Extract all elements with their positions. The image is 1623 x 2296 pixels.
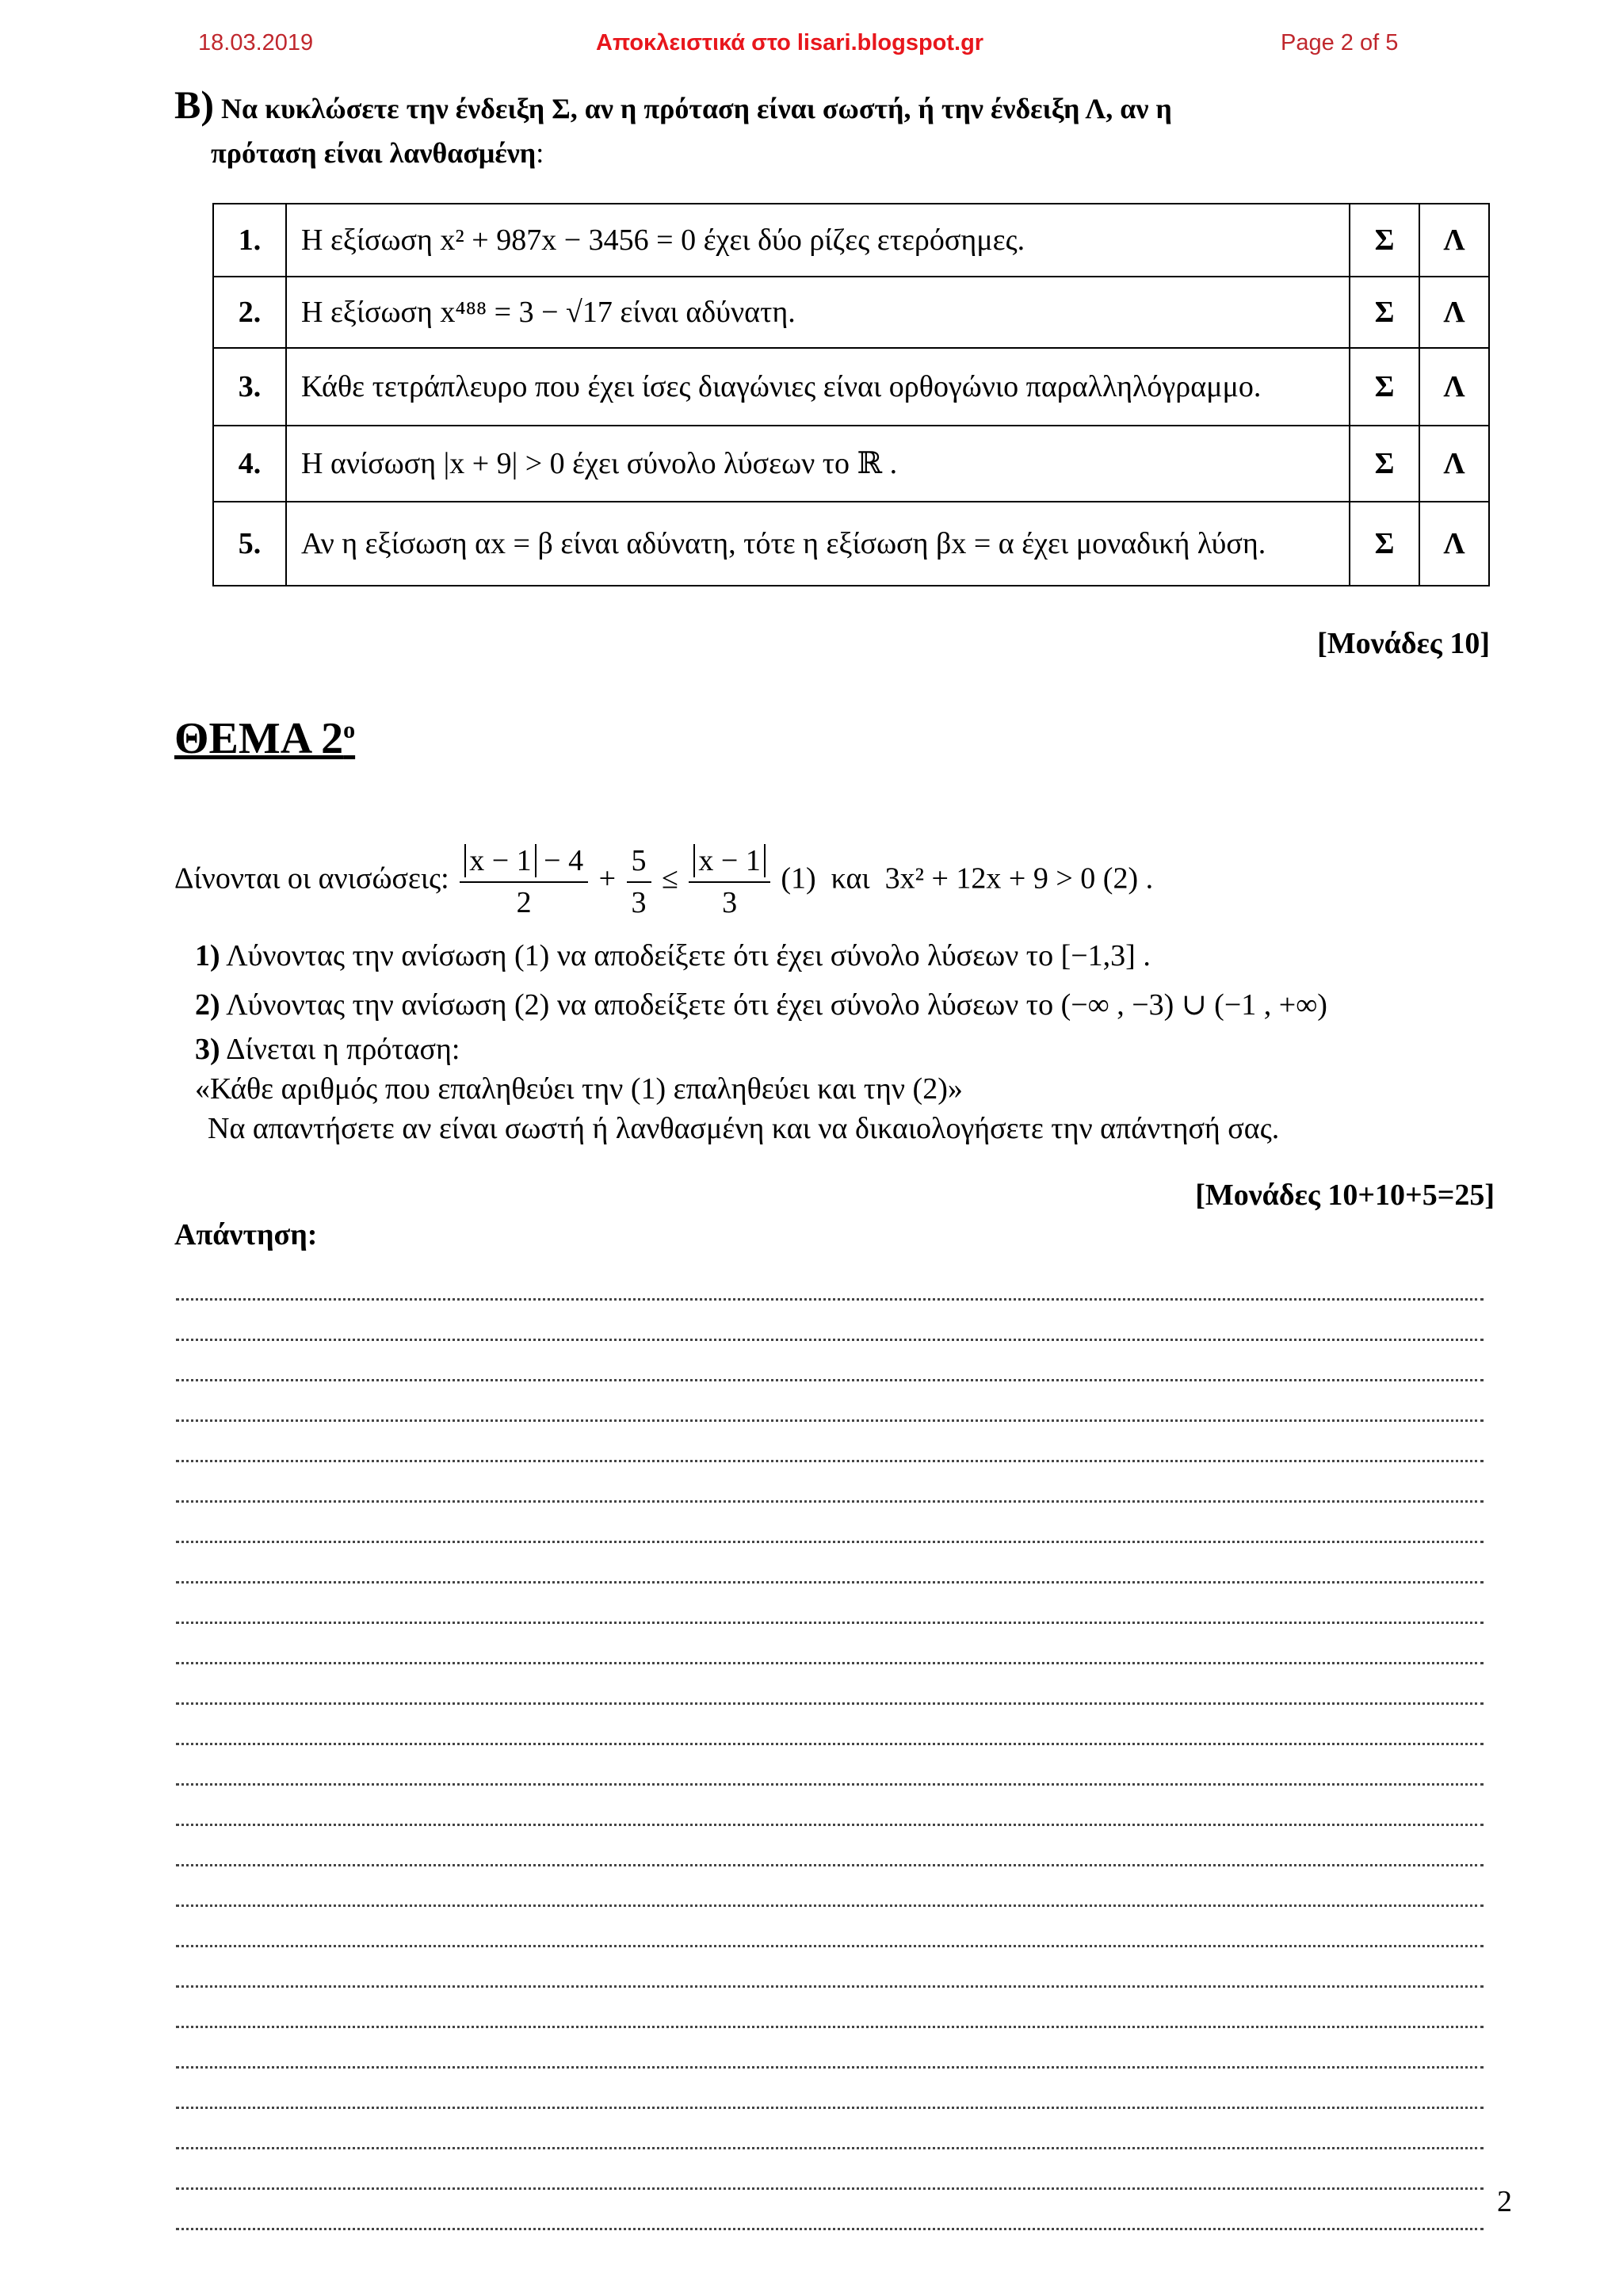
fraction-2 [627, 840, 651, 923]
table-row [213, 204, 1489, 277]
answer-line[interactable] [176, 2149, 1484, 2190]
answer-line[interactable] [176, 1988, 1484, 2028]
row-statement: Κάθε τετράπλευρο που έχει ίσες διαγώνιες είναι ορθογώνιο παραλληλόγραμμο. [286, 348, 1350, 426]
row-statement: Η εξίσωση x⁴⁸⁸ = 3 − √17 είναι αδύνατη. [286, 277, 1350, 348]
answer-line[interactable] [176, 1462, 1484, 1503]
question-3-quote: «Κάθε αριθμός που επαληθεύει την (1) επαληθεύει και την (2)» [195, 1072, 963, 1106]
question-2-text: Λύνοντας την ανίσωση (2) να αποδείξετε ότι έχει σύνολο λύσεων το (−∞ , −3) ∪ (−1 , +∞) [226, 988, 1327, 1022]
plus-sign: + [598, 861, 617, 896]
option-false[interactable]: Λ [1419, 348, 1489, 426]
and-word: και [831, 861, 870, 896]
row-statement: Η εξίσωση x² + 987x − 3456 = 0 έχει δύο ρίζες ετερόσημες. [286, 204, 1350, 277]
answer-area[interactable] [176, 1260, 1484, 2230]
fraction-3 [689, 840, 769, 923]
answer-line[interactable] [176, 1543, 1484, 1584]
answer-line[interactable] [176, 1866, 1484, 1907]
header-date: 18.03.2019 [198, 30, 314, 55]
given-lead: Δίνονται οι ανισώσεις: [174, 861, 449, 896]
fraction-2-den: 3 [631, 886, 647, 919]
question-1-text: Λύνοντας την ανίσωση (1) να αποδείξετε ότι έχει σύνολο λύσεων το [−1,3] . [226, 939, 1151, 972]
row-number: 1. [213, 204, 286, 277]
question-3-text: Δίνεται η πρόταση: [226, 1033, 460, 1066]
table-row [213, 502, 1489, 586]
table-row [213, 426, 1489, 502]
answer-line[interactable] [176, 1745, 1484, 1786]
option-false[interactable]: Λ [1419, 426, 1489, 502]
marks-part-b: [Μονάδες 10] [1317, 627, 1490, 660]
row-number: 2. [213, 277, 286, 348]
leq-sign: ≤ [662, 861, 678, 896]
option-true[interactable]: Σ [1350, 348, 1419, 426]
answer-line[interactable] [176, 1341, 1484, 1381]
question-1-number: 1) [195, 939, 220, 972]
given-inequalities [174, 840, 1153, 923]
option-false[interactable]: Λ [1419, 502, 1489, 586]
row-statement: Αν η εξίσωση αx = β είναι αδύνατη, τότε η εξίσωση βx = α έχει μοναδική λύση. [286, 502, 1350, 586]
header-page-indicator: Page 2 of 5 [1281, 30, 1399, 55]
option-true[interactable]: Σ [1350, 204, 1419, 277]
option-true[interactable]: Σ [1350, 277, 1419, 348]
option-true[interactable]: Σ [1350, 502, 1419, 586]
label-1: (1) [781, 861, 816, 896]
inequality-2: 3x² + 12x + 9 > 0 [884, 861, 1096, 896]
row-number: 3. [213, 348, 286, 426]
fraction-1-den: 2 [516, 886, 532, 919]
table-row [213, 277, 1489, 348]
question-3-task: Να απαντήσετε αν είναι σωστή ή λανθασμένη και να δικαιολογήσετε την απάντησή σας. [208, 1112, 1280, 1145]
question-2 [195, 984, 1327, 1026]
answer-line[interactable] [176, 1624, 1484, 1664]
question-3 [195, 1029, 460, 1070]
option-false[interactable]: Λ [1419, 204, 1489, 277]
answer-line[interactable] [176, 1422, 1484, 1462]
header-site-title: Αποκλειστικά στο lisari.blogspot.gr [596, 30, 984, 55]
question-3-number: 3) [195, 1033, 220, 1066]
fraction-2-num: 5 [627, 840, 651, 883]
answer-line[interactable] [176, 1705, 1484, 1745]
part-b-instruction [174, 82, 1490, 175]
answer-line[interactable] [176, 1826, 1484, 1866]
true-false-table [212, 203, 1490, 586]
theme-title: ΘΕΜΑ 2 [174, 714, 344, 763]
fraction-3-den: 3 [722, 886, 738, 919]
label-2: (2) . [1102, 861, 1154, 896]
table-row [213, 348, 1489, 426]
answer-line[interactable] [176, 1947, 1484, 1988]
option-true[interactable]: Σ [1350, 426, 1419, 502]
row-number: 5. [213, 502, 286, 586]
answer-label: Απάντηση: [174, 1218, 318, 1251]
answer-line[interactable] [176, 2109, 1484, 2149]
answer-line[interactable] [176, 1664, 1484, 1705]
answer-line[interactable] [176, 1260, 1484, 1301]
answer-line[interactable] [176, 1786, 1484, 1826]
answer-line[interactable] [176, 2028, 1484, 2069]
part-b-label: Β) [174, 82, 214, 127]
abs-x-minus-1: x − 1 [464, 844, 536, 877]
theme-superscript: ο [343, 716, 356, 743]
answer-line[interactable] [176, 1301, 1484, 1341]
theme-2-heading [174, 713, 355, 764]
part-b-instruction-line-2: πρόταση είναι λανθασμένη [211, 137, 537, 169]
row-statement: Η ανίσωση |x + 9| > 0 έχει σύνολο λύσεων το ℝ . [286, 426, 1350, 502]
question-1 [195, 935, 1151, 976]
abs-x-minus-1-rhs: x − 1 [693, 844, 765, 877]
answer-line[interactable] [176, 1381, 1484, 1422]
option-false[interactable]: Λ [1419, 277, 1489, 348]
part-b-colon: : [536, 137, 544, 169]
answer-line[interactable] [176, 2069, 1484, 2109]
marks-theme-2: [Μονάδες 10+10+5=25] [1195, 1179, 1495, 1212]
fraction-1-num-tail: − 4 [536, 844, 584, 877]
fraction-1 [460, 840, 588, 923]
page-number: 2 [1497, 2185, 1512, 2218]
answer-line[interactable] [176, 1907, 1484, 1947]
question-2-number: 2) [195, 988, 220, 1022]
row-number: 4. [213, 426, 286, 502]
part-b-instruction-line-1: Να κυκλώσετε την ένδειξη Σ, αν η πρόταση είναι σωστή, ή την ένδειξη Λ, αν η [221, 93, 1172, 124]
answer-line[interactable] [176, 2190, 1484, 2230]
answer-line[interactable] [176, 1584, 1484, 1624]
answer-line[interactable] [176, 1503, 1484, 1543]
